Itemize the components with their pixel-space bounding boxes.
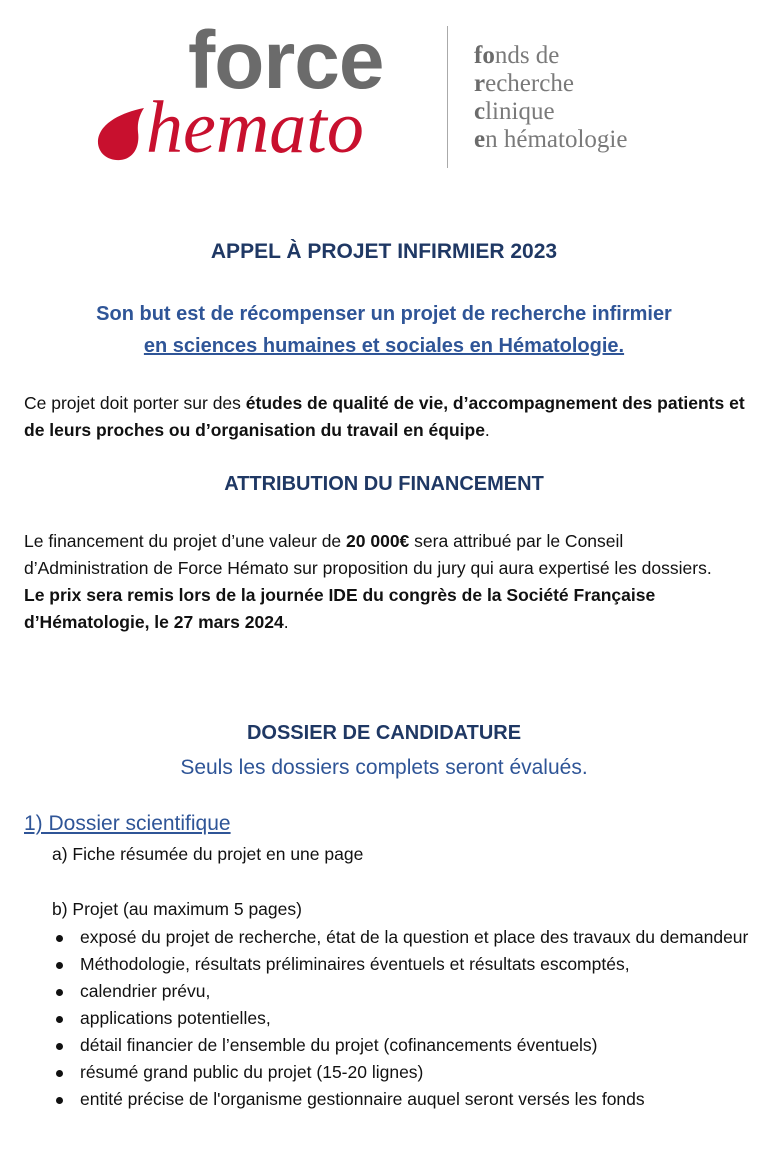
logo-word-force: force bbox=[188, 15, 384, 106]
bullet-icon bbox=[56, 989, 63, 996]
project-requirements-list bbox=[52, 924, 752, 1113]
scope-topics: études de qualité de vie, d’accompagnement des patients et de leurs proches ou d’organisation du travail en équipe bbox=[24, 393, 745, 440]
list-item: Méthodologie, résultats préliminaires éventuels et résultats escomptés, bbox=[52, 951, 752, 978]
goal-statement bbox=[0, 298, 768, 362]
application-heading: DOSSIER DE CANDIDATURE bbox=[246, 722, 522, 744]
scope-paragraph: Ce projet doit porter sur des études de qualité de vie, d’accompagnement des patients et de leurs proches ou d’organisation du travail en équipe. bbox=[24, 393, 745, 440]
tagline-line-1: fonds de bbox=[474, 42, 560, 69]
award-date-text: Le prix sera remis lors de la journée IDE du congrès de la Société Française d’Hématologie, le 27 mars 2024 bbox=[24, 585, 656, 632]
page-title: APPEL À PROJET INFIRMIER 2023 bbox=[210, 240, 558, 263]
bullet-icon bbox=[56, 1043, 63, 1050]
funding-heading: ATTRIBUTION DU FINANCEMENT bbox=[224, 473, 544, 495]
item-a: a) Fiche résumée du projet en une page bbox=[52, 844, 364, 864]
application-subtitle: Seuls les dossiers complets seront évalués. bbox=[180, 756, 588, 779]
logo-word-hemato: hemato bbox=[146, 87, 364, 169]
goal-line-2: en sciences humaines et sociales en Hématologie. bbox=[143, 335, 625, 357]
bullet-icon bbox=[56, 935, 63, 942]
blood-drop-icon bbox=[94, 106, 146, 162]
bullet-icon bbox=[56, 1097, 63, 1104]
tagline-line-2: recherche bbox=[474, 70, 574, 97]
tagline-line-3: clinique bbox=[474, 98, 555, 125]
item-b: b) Projet (au maximum 5 pages) bbox=[52, 899, 302, 919]
list-item: applications potentielles, bbox=[52, 1005, 752, 1032]
scope-prefix: Ce projet doit porter sur des bbox=[24, 393, 246, 413]
section-dossier-scientifique: 1) Dossier scientifique bbox=[24, 812, 231, 835]
force-hemato-logo bbox=[88, 15, 708, 178]
funding-paragraph: Le financement du projet d’une valeur de 20 000€ sera attribué par le Conseil d’Administration de Force Hémato sur proposition du jury qui aura expertisé les dossiers. Le prix sera remis lors de la journée IDE du congrès de la Société Française d’Hématologie, le 27 mars 2024. bbox=[24, 531, 712, 632]
list-item: résumé grand public du projet (15-20 lignes) bbox=[52, 1059, 752, 1086]
funding-amount: 20 000€ bbox=[346, 531, 410, 551]
tagline-line-4: en hématologie bbox=[474, 126, 628, 153]
bullet-icon bbox=[56, 1016, 63, 1023]
bullet-icon bbox=[56, 962, 63, 969]
goal-line-1: Son but est de récompenser un projet de recherche infirmier bbox=[96, 303, 672, 325]
logo-divider bbox=[447, 26, 448, 168]
list-item: détail financier de l’ensemble du projet (cofinancements éventuels) bbox=[52, 1032, 752, 1059]
list-item: calendrier prévu, bbox=[52, 978, 752, 1005]
bullet-icon bbox=[56, 1070, 63, 1077]
list-item: entité précise de l'organisme gestionnaire auquel seront versés les fonds bbox=[52, 1086, 752, 1113]
logo-tagline bbox=[474, 42, 627, 154]
list-item: exposé du projet de recherche, état de la question et place des travaux du demandeur bbox=[52, 924, 752, 951]
